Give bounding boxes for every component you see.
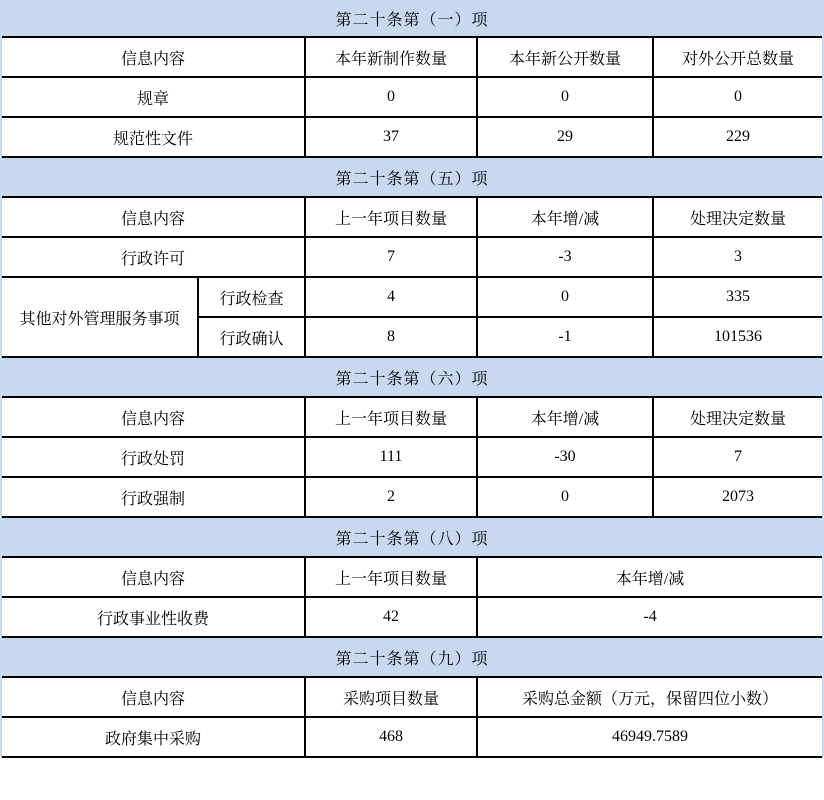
value-cell: -30	[477, 437, 653, 477]
section-title: 第二十条第（九）项	[335, 650, 489, 668]
value-cell: 468	[305, 717, 477, 757]
value-cell: 229	[653, 117, 822, 157]
value-cell: 42	[305, 597, 477, 637]
header-row	[2, 397, 822, 437]
value-cell: 2	[305, 477, 477, 517]
section-band-article20-item1	[0, 0, 824, 36]
header-row	[2, 557, 822, 597]
value-cell: 0	[477, 477, 653, 517]
column-header: 处理决定数量	[653, 397, 822, 437]
column-header: 本年增/减	[477, 557, 822, 597]
section-table-article20-item6	[2, 396, 822, 518]
row-label-cell: 行政许可	[2, 237, 305, 277]
header-row	[2, 37, 822, 77]
value-cell: 3	[653, 237, 822, 277]
section-title: 第二十条第（一）项	[335, 11, 489, 29]
column-header: 本年新公开数量	[477, 37, 653, 77]
row-label-cell: 政府集中采购	[2, 717, 305, 757]
section-title: 第二十条第（六）项	[335, 370, 489, 388]
value-cell: 7	[305, 237, 477, 277]
value-cell: -4	[477, 597, 822, 637]
value-cell: 37	[305, 117, 477, 157]
header-row	[2, 677, 822, 717]
section-table-article20-item8	[2, 556, 822, 638]
value-cell: 2073	[653, 477, 822, 517]
column-header: 上一年项目数量	[305, 397, 477, 437]
column-header: 信息内容	[2, 37, 305, 77]
value-cell: 29	[477, 117, 653, 157]
value-cell: 46949.7589	[477, 717, 822, 757]
table-row	[2, 77, 822, 117]
group-label-cell: 其他对外管理服务事项	[2, 277, 198, 357]
section-title: 第二十条第（五）项	[335, 170, 489, 188]
column-header: 本年增/减	[477, 397, 653, 437]
value-cell: 101536	[653, 317, 822, 357]
section-table-article20-item5	[2, 196, 822, 358]
column-header: 对外公开总数量	[653, 37, 822, 77]
row-label-cell: 规章	[2, 77, 305, 117]
column-header: 本年增/减	[477, 197, 653, 237]
header-row	[2, 197, 822, 237]
table-row	[2, 237, 822, 277]
section-table-article20-item9	[2, 676, 822, 758]
row-label-cell: 行政检查	[198, 277, 305, 317]
value-cell: 8	[305, 317, 477, 357]
column-header: 采购总金额（万元，保留四位小数）	[477, 677, 822, 717]
row-label-cell: 行政确认	[198, 317, 305, 357]
table-row	[2, 717, 822, 757]
column-header: 本年新制作数量	[305, 37, 477, 77]
row-label-cell: 行政处罚	[2, 437, 305, 477]
section-band-article20-item5	[0, 158, 824, 196]
table-row	[2, 437, 822, 477]
value-cell: 335	[653, 277, 822, 317]
table-row	[2, 117, 822, 157]
section-band-article20-item9	[0, 638, 824, 676]
column-header: 信息内容	[2, 197, 305, 237]
column-header: 处理决定数量	[653, 197, 822, 237]
row-label-cell: 行政强制	[2, 477, 305, 517]
table-row	[2, 477, 822, 517]
column-header: 信息内容	[2, 397, 305, 437]
value-cell: -3	[477, 237, 653, 277]
row-label-cell: 规范性文件	[2, 117, 305, 157]
value-cell: -1	[477, 317, 653, 357]
row-label-cell: 行政事业性收费	[2, 597, 305, 637]
column-header: 上一年项目数量	[305, 557, 477, 597]
value-cell: 0	[653, 77, 822, 117]
section-band-article20-item8	[0, 518, 824, 556]
column-header: 采购项目数量	[305, 677, 477, 717]
column-header: 上一年项目数量	[305, 197, 477, 237]
table-row	[2, 277, 822, 317]
column-header: 信息内容	[2, 557, 305, 597]
section-table-article20-item1	[2, 36, 822, 158]
value-cell: 0	[305, 77, 477, 117]
section-band-article20-item6	[0, 358, 824, 396]
section-title: 第二十条第（八）项	[335, 530, 489, 548]
table-row	[2, 597, 822, 637]
value-cell: 0	[477, 277, 653, 317]
value-cell: 111	[305, 437, 477, 477]
column-header: 信息内容	[2, 677, 305, 717]
value-cell: 4	[305, 277, 477, 317]
value-cell: 0	[477, 77, 653, 117]
value-cell: 7	[653, 437, 822, 477]
